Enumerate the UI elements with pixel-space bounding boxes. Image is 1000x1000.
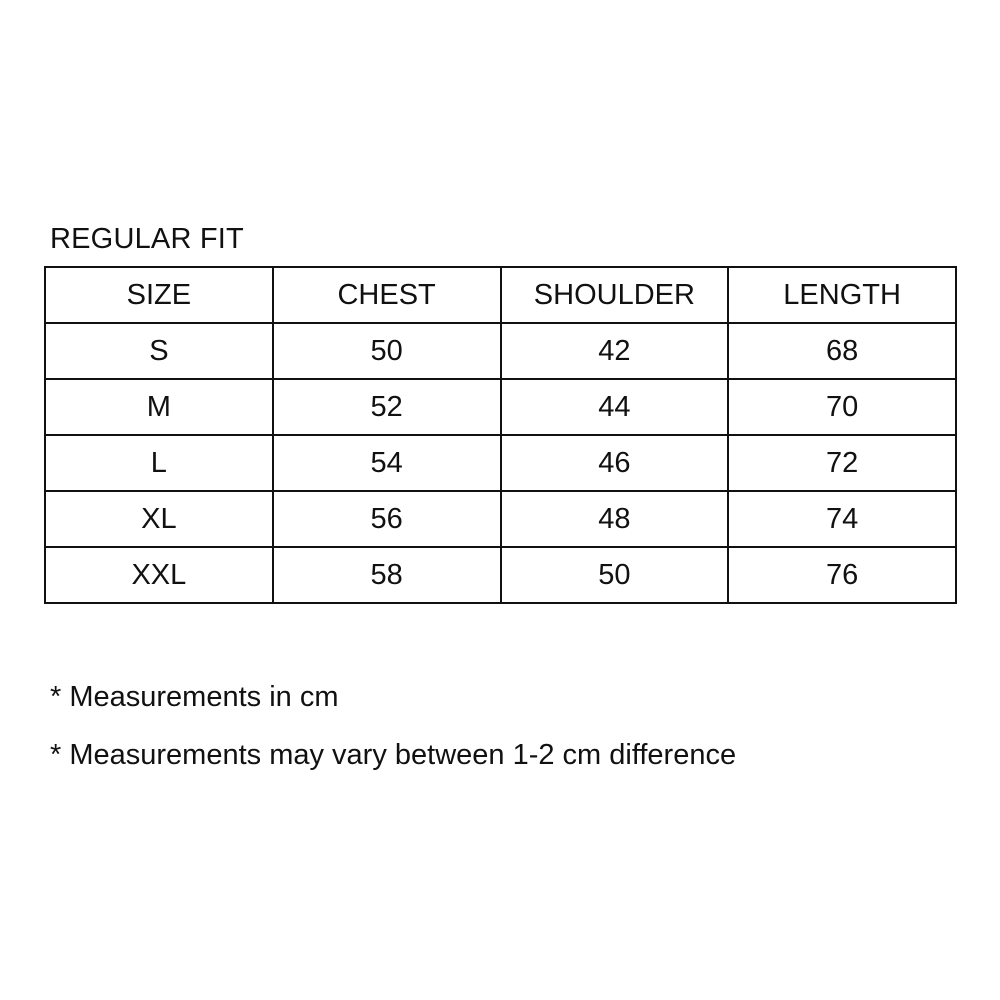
cell-shoulder: 48 — [501, 491, 729, 547]
note-variance: * Measurements may vary between 1-2 cm difference — [50, 739, 737, 771]
size-chart-table — [44, 266, 957, 604]
header-chest: CHEST — [273, 267, 501, 323]
cell-chest: 56 — [273, 491, 501, 547]
cell-size: S — [45, 323, 273, 379]
cell-chest: 58 — [273, 547, 501, 603]
header-size: SIZE — [45, 267, 273, 323]
cell-chest: 50 — [273, 323, 501, 379]
notes-section — [50, 680, 736, 796]
table-row — [45, 547, 956, 603]
header-length: LENGTH — [728, 267, 956, 323]
cell-size: XL — [45, 491, 273, 547]
cell-chest: 52 — [273, 379, 501, 435]
cell-shoulder: 50 — [501, 547, 729, 603]
table-row — [45, 435, 956, 491]
table-row — [45, 491, 956, 547]
cell-length: 76 — [728, 547, 956, 603]
cell-length: 70 — [728, 379, 956, 435]
cell-size: XXL — [45, 547, 273, 603]
cell-chest: 54 — [273, 435, 501, 491]
cell-length: 72 — [728, 435, 956, 491]
cell-length: 74 — [728, 491, 956, 547]
cell-size: L — [45, 435, 273, 491]
table-header-row — [45, 267, 956, 323]
cell-shoulder: 42 — [501, 323, 729, 379]
cell-size: M — [45, 379, 273, 435]
table-row — [45, 379, 956, 435]
table-row — [45, 323, 956, 379]
cell-length: 68 — [728, 323, 956, 379]
header-shoulder: SHOULDER — [501, 267, 729, 323]
page-title: REGULAR FIT — [50, 223, 244, 255]
cell-shoulder: 46 — [501, 435, 729, 491]
note-units: * Measurements in cm — [50, 681, 339, 713]
cell-shoulder: 44 — [501, 379, 729, 435]
